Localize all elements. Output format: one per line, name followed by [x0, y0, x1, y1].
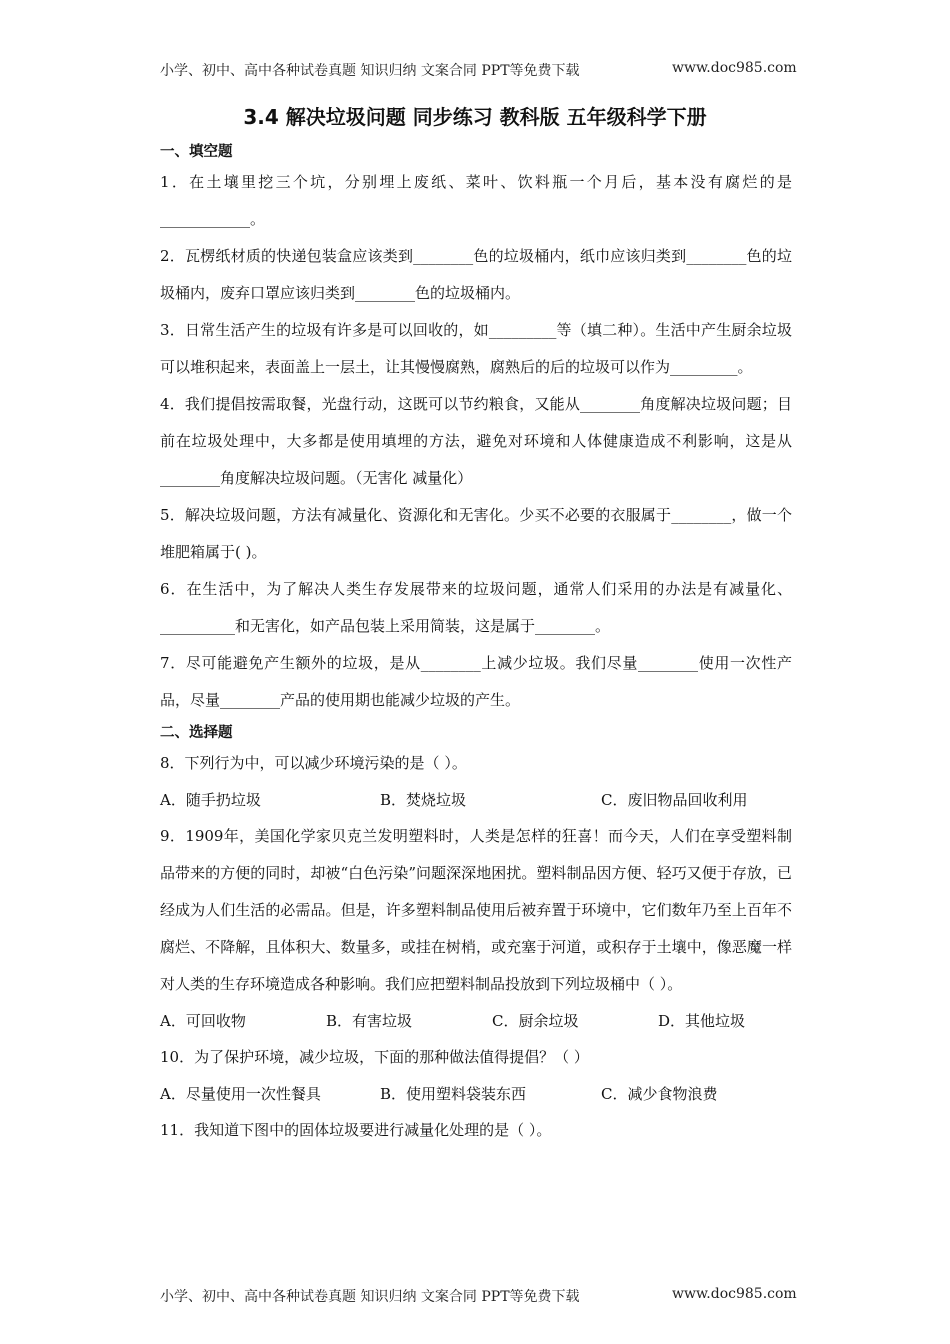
question-5: 5．解决垃圾问题，方法有减量化、资源化和无害化。少买不必要的衣服属于________，做一个堆肥箱属于( )。: [160, 506, 792, 561]
option-b: B．焚烧垃圾: [380, 791, 467, 809]
question-10-options: [160, 1076, 792, 1112]
footer-site-link[interactable]: www.doc985.com: [672, 1286, 797, 1302]
question-4: 4．我们提倡按需取餐，光盘行动，这既可以节约粮食，又能从________角度解决垃圾问题；目前在垃圾处理中，大多都是使用填埋的方法，避免对环境和人体健康造成不利影响，这是从________角度解决垃圾问题。（无害化 减量化）: [160, 395, 792, 487]
header-text: 小学、初中、高中各种试卷真题 知识归纳 文案合同 PPT等免费下载: [160, 63, 580, 79]
question-6: 6．在生活中，为了解决人类生存发展带来的垃圾问题，通常人们采用的办法是有减量化、__________和无害化，如产品包装上采用简装，这是属于________。: [160, 580, 792, 635]
question-8: 8．下列行为中，可以减少环境污染的是（ ）。: [160, 754, 467, 772]
question-8-options: [160, 782, 792, 818]
question-2: 2．瓦楞纸材质的快递包装盒应该类到________色的垃圾桶内，纸巾应该归类到________色的垃圾桶内，废弃口罩应该归类到________色的垃圾桶内。: [160, 247, 792, 302]
question-7: 7．尽可能避免产生额外的垃圾，是从________上减少垃圾。我们尽量________使用一次性产品，尽量________产品的使用期也能减少垃圾的产生。: [160, 654, 792, 709]
footer-text: 小学、初中、高中各种试卷真题 知识归纳 文案合同 PPT等免费下载: [160, 1289, 580, 1305]
option-a: A．尽量使用一次性餐具: [160, 1085, 321, 1103]
page-footer: [160, 1286, 797, 1306]
question-9-options: [160, 1003, 792, 1039]
option-c: C．废旧物品回收利用: [601, 791, 748, 809]
option-c: C．厨余垃圾: [492, 1012, 579, 1030]
page-title: 3.4 解决垃圾问题 同步练习 教科版 五年级科学下册: [243, 105, 707, 129]
option-c: C．减少食物浪费: [601, 1085, 718, 1103]
section-fill-in-blank: 一、填空题: [160, 144, 233, 160]
question-1: 1．在土壤里挖三个坑，分别埋上废纸、菜叶、饮料瓶一个月后，基本没有腐烂的是____________。: [160, 173, 792, 228]
question-11: 11．我知道下图中的固体垃圾要进行减量化处理的是（ ）。: [160, 1121, 552, 1139]
option-a: A．随手扔垃圾: [160, 791, 261, 809]
section-multiple-choice: 二、选择题: [160, 725, 233, 741]
option-b: B．使用塑料袋装东西: [380, 1085, 527, 1103]
option-a: A．可回收物: [160, 1012, 246, 1030]
option-b: B．有害垃圾: [326, 1012, 413, 1030]
question-3: 3．日常生活产生的垃圾有许多是可以回收的，如_________等（填二种）。生活中产生厨余垃圾可以堆积起来，表面盖上一层土，让其慢慢腐熟，腐熟后的后的垃圾可以作为_________。: [160, 321, 792, 376]
question-10: 10．为了保护环境，减少垃圾，下面的那种做法值得提倡？（ ）: [160, 1048, 589, 1066]
option-d: D．其他垃圾: [658, 1012, 746, 1030]
page-header: [160, 60, 797, 80]
header-site-link[interactable]: www.doc985.com: [672, 60, 797, 76]
worksheet-body: [160, 140, 792, 1149]
question-9: 9．1909年，美国化学家贝克兰发明塑料时，人类是怎样的狂喜！而今天，人们在享受塑料制品带来的方便的同时，却被“白色污染”问题深深地困扰。塑料制品因方便、轻巧又便于存放，已经成为人们生活的必需品。但是，许多塑料制品使用后被弃置于环境中，它们数年乃至上百年不腐烂、不降解，且体积大、数量多，或挂在树梢，或充塞于河道，或积存于土壤中，像恶魔一样对人类的生存环境造成各种影响。我们应把塑料制品投放到下列垃圾桶中（ ）。: [160, 827, 792, 993]
